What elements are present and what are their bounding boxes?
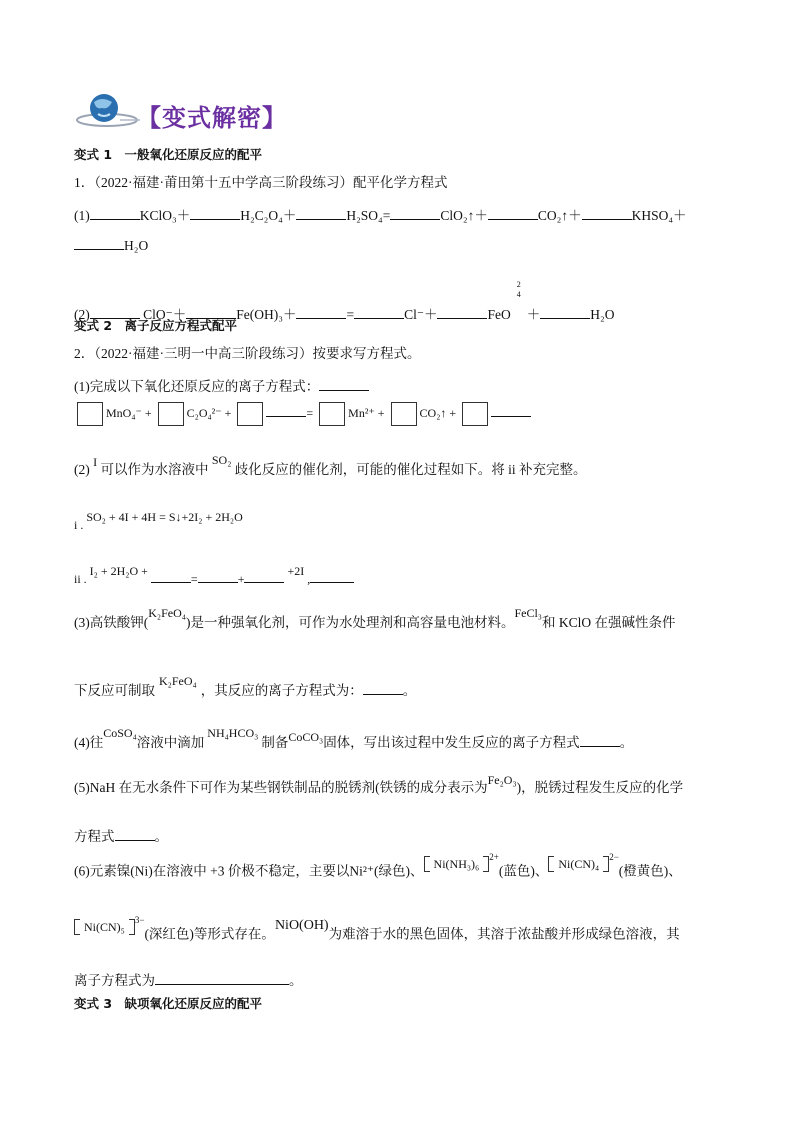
- equation: =: [190, 572, 198, 586]
- charge-superscript: 2+: [489, 852, 499, 862]
- formula: FeCl₃: [514, 606, 542, 620]
- step-label: ii .: [74, 572, 87, 586]
- term: FeO: [487, 307, 511, 322]
- equation: I₂ + 2H₂O +: [89, 564, 148, 578]
- formula: CoCO₃: [288, 730, 324, 744]
- answer-blank[interactable]: [296, 205, 346, 220]
- coefficient-box[interactable]: [237, 402, 263, 426]
- variant-3-title: 变式 3 缺项氧化还原反应的配平: [74, 996, 263, 1011]
- q2-part6-cont: [74, 915, 680, 944]
- q2-part1: [74, 376, 369, 395]
- part-text: (蓝色)、: [498, 863, 549, 879]
- formula: K₂FeO₄: [159, 674, 197, 688]
- q2-part3: [74, 606, 676, 631]
- part-text: 和 KClO 在强碱性条件: [541, 615, 676, 630]
- term: ClO⁻＋: [143, 307, 187, 322]
- part-text: (绿色)、: [374, 863, 424, 879]
- term: =: [346, 307, 355, 322]
- part-label: (1): [74, 208, 90, 223]
- answer-blank[interactable]: [296, 304, 346, 319]
- formula: Ni(NH₃)₆: [433, 856, 480, 871]
- part-text: )是一种强氧化剂，可作为水处理剂和高容量电池材料。: [185, 615, 515, 630]
- formula: CoSO₄: [103, 726, 137, 740]
- eq-term: =: [306, 406, 314, 420]
- step-ii: ii . I₂ + 2H₂O + = + +2I ,: [74, 560, 354, 578]
- part-text: 离子方程式为: [74, 973, 155, 988]
- punct: 。: [402, 683, 417, 698]
- complex-ion: [548, 857, 609, 871]
- answer-blank[interactable]: [266, 402, 306, 417]
- part-text: (3)高铁酸钾(: [74, 615, 149, 630]
- coefficient-box[interactable]: [462, 402, 488, 426]
- term: H₂O: [590, 307, 615, 322]
- answer-blank[interactable]: [390, 205, 440, 220]
- q1-stem: 1．（2022·福建·莆田第十五中学高三阶段练习）配平化学方程式: [74, 175, 448, 190]
- equation: +2I: [287, 564, 305, 578]
- step-i: [74, 510, 243, 532]
- part-text: (4)往: [74, 735, 104, 750]
- answer-blank[interactable]: [580, 732, 620, 747]
- answer-blank[interactable]: [190, 205, 240, 220]
- formula: K₂FeO₄: [148, 606, 186, 620]
- answer-blank[interactable]: [540, 304, 590, 319]
- term: H₂O: [124, 238, 149, 253]
- section-header: 【变式解密】: [137, 104, 287, 132]
- variant-1-title: 变式 1 一般氧化还原反应的配平: [74, 147, 263, 162]
- formula: SO₂: [211, 453, 232, 467]
- part-label: (2): [74, 462, 90, 477]
- eq-term: Mn²⁺ +: [348, 406, 385, 420]
- part-text: (5)NaH 在无水条件下可作为某些钢铁制品的脱锈剂(铁锈的成分表示为: [74, 780, 488, 795]
- q2-part6: [74, 852, 682, 880]
- answer-blank[interactable]: [354, 304, 404, 319]
- q2-part5: [74, 773, 684, 796]
- box-equation: [74, 402, 531, 426]
- part-label: (2): [74, 307, 90, 322]
- charge-superscript: 2 4: [516, 280, 521, 299]
- coefficient-box[interactable]: [77, 402, 103, 426]
- term: ＋: [526, 307, 541, 322]
- q1-part1: [74, 205, 687, 224]
- part-text: 溶液中滴加: [136, 735, 205, 750]
- answer-blank[interactable]: [155, 970, 289, 985]
- equation: +: [237, 572, 245, 586]
- answer-blank[interactable]: [90, 205, 140, 220]
- q2-part2: [74, 453, 587, 478]
- answer-blank[interactable]: [319, 376, 369, 391]
- term: Fe(OH)₃＋: [236, 307, 297, 322]
- complex-ion: [424, 857, 490, 871]
- answer-blank[interactable]: [74, 235, 124, 250]
- eq-term: C₂O₄²⁻ +: [186, 406, 232, 420]
- part-text: 为难溶于水的黑色固体，其溶于浓盐酸并形成绿色溶液，其: [328, 926, 680, 942]
- term: KHSO₄＋: [631, 208, 687, 223]
- part-text: 可以作为水溶液中: [100, 462, 209, 477]
- variant-2-title: 变式 2 离子反应方程式配平: [74, 318, 238, 333]
- term: H₂SO₄=: [346, 208, 391, 223]
- globe-icon: [74, 90, 140, 132]
- answer-blank[interactable]: [310, 568, 354, 583]
- q2-part4: [74, 726, 634, 751]
- answer-blank[interactable]: [151, 568, 191, 583]
- part-text: 方程式: [74, 829, 115, 844]
- eq-term: MnO₄⁻ +: [106, 406, 152, 420]
- part-text: ，其反应的离子方程式为：: [200, 683, 363, 698]
- charge-superscript: 2−: [609, 852, 619, 862]
- term: KClO₃＋: [139, 208, 191, 223]
- q2-stem: 2．（2022·福建·三明一中高三阶段练习）按要求写方程式。: [74, 346, 421, 361]
- part-text: 歧化反应的催化剂，可能的催化过程如下。将 ii 补充完整。: [234, 462, 587, 477]
- punct: 。: [154, 829, 168, 844]
- answer-blank[interactable]: [491, 402, 531, 417]
- q2-part5-cont: [74, 826, 168, 845]
- answer-blank[interactable]: [363, 680, 403, 695]
- part-text: )，脱锈过程发生反应的化学: [516, 780, 684, 795]
- formula: I: [93, 455, 98, 469]
- eq-term: CO₂↑ +: [419, 406, 457, 420]
- punct: 。: [289, 973, 303, 988]
- term: Cl⁻＋: [404, 307, 438, 322]
- formula: NiO(OH): [274, 917, 329, 933]
- q2-part6-cont2: [74, 970, 303, 989]
- formula: Ni(CN)₄: [558, 856, 600, 871]
- formula: Ni(CN)₅: [84, 919, 125, 934]
- equation: SO₂ + 4I + 4H = S↓+2I₂ + 2H₂O: [86, 510, 243, 524]
- step-label: i .: [74, 518, 84, 532]
- answer-blank[interactable]: [198, 568, 238, 583]
- answer-blank[interactable]: [90, 304, 140, 319]
- term: H₂C₂O₄＋: [240, 208, 297, 223]
- part-text: (1)完成以下氧化还原反应的离子方程式：: [74, 379, 320, 394]
- q1-part1-cont: [74, 235, 148, 254]
- part-text: (6)元素镍(Ni)在溶液中 +3 价极不稳定，主要以: [74, 863, 350, 879]
- part-text: 下反应可制取: [74, 683, 155, 698]
- coefficient-box[interactable]: [319, 402, 345, 426]
- formula: Ni²⁺: [349, 863, 375, 879]
- part-text: 制备: [261, 735, 289, 750]
- answer-blank[interactable]: [244, 568, 284, 583]
- answer-blank[interactable]: [115, 826, 155, 841]
- charge-superscript: 3−: [134, 915, 145, 925]
- answer-blank[interactable]: [488, 205, 538, 220]
- punct: 。: [619, 735, 634, 750]
- part-text: (橙黄色)、: [618, 863, 682, 879]
- formula: NH₄HCO₃: [207, 726, 259, 740]
- term: CO₂↑＋: [537, 208, 582, 223]
- answer-blank[interactable]: [186, 304, 236, 319]
- complex-ion: [74, 920, 135, 934]
- q2-part3-cont: [74, 674, 417, 699]
- part-text: 固体，写出该过程中发生反应的离子方程式: [323, 735, 580, 750]
- q1-part2: [74, 280, 614, 323]
- answer-blank[interactable]: [437, 304, 487, 319]
- coefficient-box[interactable]: [391, 402, 417, 426]
- formula: Fe₂O₃: [487, 773, 517, 787]
- part-text: (深红色)等形式存在。: [144, 926, 275, 942]
- answer-blank[interactable]: [582, 205, 632, 220]
- term: ClO₂↑＋: [440, 208, 488, 223]
- coefficient-box[interactable]: [158, 402, 184, 426]
